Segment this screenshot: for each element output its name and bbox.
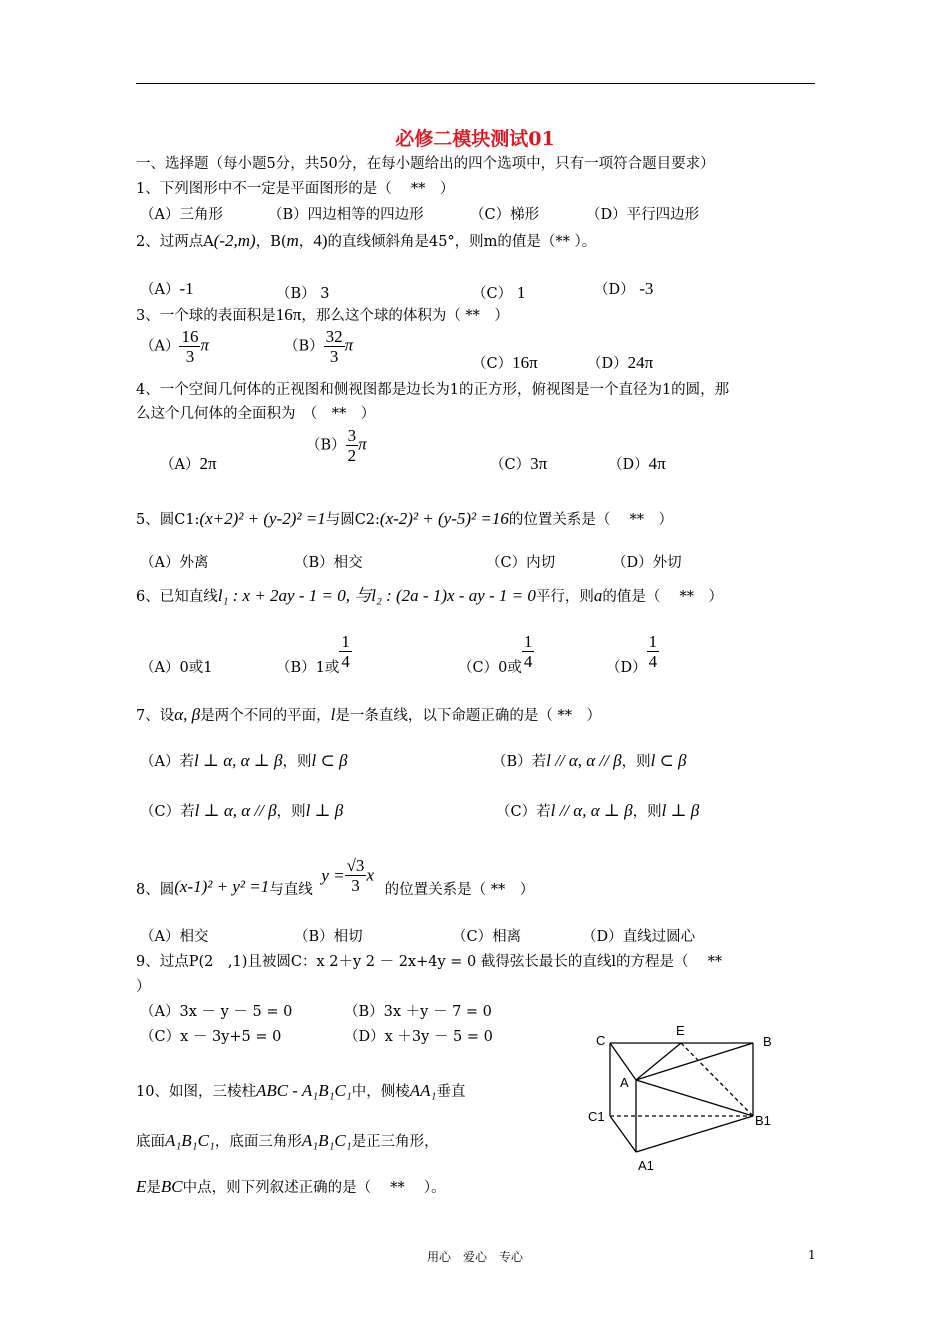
q4-stem-line1: 4、一个空间几何体的正视图和侧视图都是边长为1的正方形，俯视图是一个直径为1的圆，那 — [136, 382, 730, 398]
q9-stem-line2: ） — [136, 979, 151, 995]
q3-option-a: （A） $\frac{16}{3}$ π — [140, 327, 210, 366]
q6-option-a: （A）0或1 — [140, 660, 213, 676]
q6-option-b: （B）1或 $\frac{1}{4}$ — [276, 631, 350, 676]
q1-option-d: （D）平行四边形 — [586, 207, 700, 223]
q5-option-c: （C）内切 — [486, 555, 556, 571]
q5-option-d: （D）外切 — [612, 555, 682, 571]
q4-option-b: （B） $\frac{3}{2}$ π — [306, 426, 367, 465]
q10-line1: 10、如图，三棱柱ABC - A₁B₁C₁中，侧棱AA₁垂直 — [136, 1081, 466, 1100]
q3-option-b: （B） $\frac{32}{3}$ π — [284, 327, 354, 366]
q4-option-c: （C）3π — [490, 454, 548, 473]
header-rule — [136, 83, 815, 84]
q2-option-c: （C） 1 — [472, 286, 526, 302]
q6-lines: l₁ : x + 2ay - 1 = 0, 与l₂ : (2a - 1)x - ay - 1 = 0 — [217, 586, 536, 605]
q7-stem: 7、设α, β是两个不同的平面，l是一条直线，以下命题正确的是（ ** ） — [136, 705, 601, 724]
q1-option-b: （B）四边相等的四边形 — [268, 207, 424, 223]
q7-option-c: （C）若l ⊥ α, α // β，则l ⊥ β — [140, 801, 344, 820]
q1-option-c: （C）梯形 — [470, 207, 540, 223]
q8-option-b: （B）相切 — [294, 929, 363, 945]
prism-figure — [580, 1015, 790, 1175]
q8-stem: 8、圆(x-1)² + y² =1与直线 y = $\frac{√3}{3}$ x 的位置关系是（ ** ） — [136, 856, 535, 898]
edge-c1-a1 — [610, 1116, 636, 1152]
q7-option-d: （C）若l // α, α ⊥ β，则l ⊥ β — [496, 801, 700, 820]
label-c: C — [596, 1033, 606, 1048]
q4-option-d: （D）4π — [608, 454, 666, 473]
q7-option-a: （A）若l ⊥ α, α ⊥ β，则l ⊂ β — [140, 751, 348, 770]
q2-stem: 2、过两点A(-2,m)，B(m，4)的直线倾斜角是45°，则m的值是（** ）。 — [136, 231, 597, 250]
page-number: 1 — [808, 1248, 816, 1262]
q6-stem: 6、已知直线l₁ : x + 2ay - 1 = 0, 与l₂ : (2a - 1)x - ay - 1 = 0平行，则a的值是（ ** ） — [136, 586, 723, 605]
label-c1: C1 — [588, 1109, 605, 1124]
q9-stem-line1: 9、过点P(2 ,1)且被圆C：x 2＋y 2 － 2x+4y = 0 截得弦长最长的直线l的方程是（ ** — [136, 954, 723, 970]
q1-option-a: （A）三角形 — [140, 207, 223, 223]
page-footer: 用心 爱心 专心 — [426, 1250, 523, 1264]
q6-option-d: （D） $\frac{1}{4}$ — [606, 631, 658, 676]
edge-a1-b1 — [636, 1116, 753, 1152]
q9-option-b: （B）3x ＋y － 7 = 0 — [344, 1004, 492, 1020]
edge-a-b — [636, 1043, 753, 1080]
q4-option-a: （A）2π — [160, 454, 217, 473]
label-b: B — [763, 1034, 772, 1049]
q5-stem: 5、圆C1:(x+2)² + (y-2)² =1与圆C2:(x-2)² + (y-5)² =16的位置关系是（ ** ） — [136, 509, 673, 528]
q2-option-d: （D） -3 — [594, 279, 654, 298]
q8-option-d: （D）直线过圆心 — [582, 929, 696, 945]
q1-stem: 1、下列图形中不一定是平面图形的是（ ** ） — [136, 181, 455, 197]
q8-option-c: （C）相离 — [452, 929, 522, 945]
q9-option-d: （D）x ＋3y － 5 = 0 — [344, 1029, 493, 1045]
q2-option-b: （B） 3 — [276, 286, 330, 302]
q6-option-c: （C）0或 $\frac{1}{4}$ — [458, 631, 533, 676]
q5-option-b: （B）相交 — [294, 555, 363, 571]
label-a: A — [620, 1075, 629, 1090]
q3-option-d: （D）24π — [587, 353, 654, 372]
q5-option-a: （A）外离 — [140, 555, 209, 571]
q5-circle2: (x-2)² + (y-5)² =16 — [379, 509, 509, 528]
q8-option-a: （A）相交 — [140, 929, 209, 945]
q10-line2: 底面A₁B₁C₁，底面三角形A₁B₁C₁是正三角形， — [136, 1131, 439, 1150]
q9-option-c: （C）x － 3y+5 = 0 — [140, 1029, 282, 1045]
label-b1: B1 — [755, 1113, 771, 1128]
label-a1: A1 — [638, 1158, 654, 1173]
q2-point-a: (-2,m) — [213, 231, 256, 250]
q4-stem-line2: 么这个几何体的全面积为 （ ** ） — [136, 406, 376, 422]
section-heading: 一、选择题（每小题5分，共50分，在每小题给出的四个选项中，只有一项符合题目要求） — [136, 156, 715, 172]
page-title: 必修二模块测试01 — [395, 128, 555, 150]
q7-option-b: （B）若l // α, α // β，则l ⊂ β — [492, 751, 687, 770]
q2-option-a: （A）-1 — [140, 279, 194, 298]
q3-stem: 3、一个球的表面积是16π，那么这个球的体积为（ ** ） — [136, 305, 509, 324]
edge-a-e — [636, 1043, 681, 1080]
q10-line3: E是BC中点，则下列叙述正确的是（ ** ）。 — [136, 1177, 446, 1196]
q3-option-c: （C）16π — [472, 353, 538, 372]
q9-option-a: （A）3x － y － 5 = 0 — [140, 1004, 293, 1020]
q5-circle1: (x+2)² + (y-2)² =1 — [199, 509, 326, 528]
label-e: E — [676, 1023, 685, 1038]
